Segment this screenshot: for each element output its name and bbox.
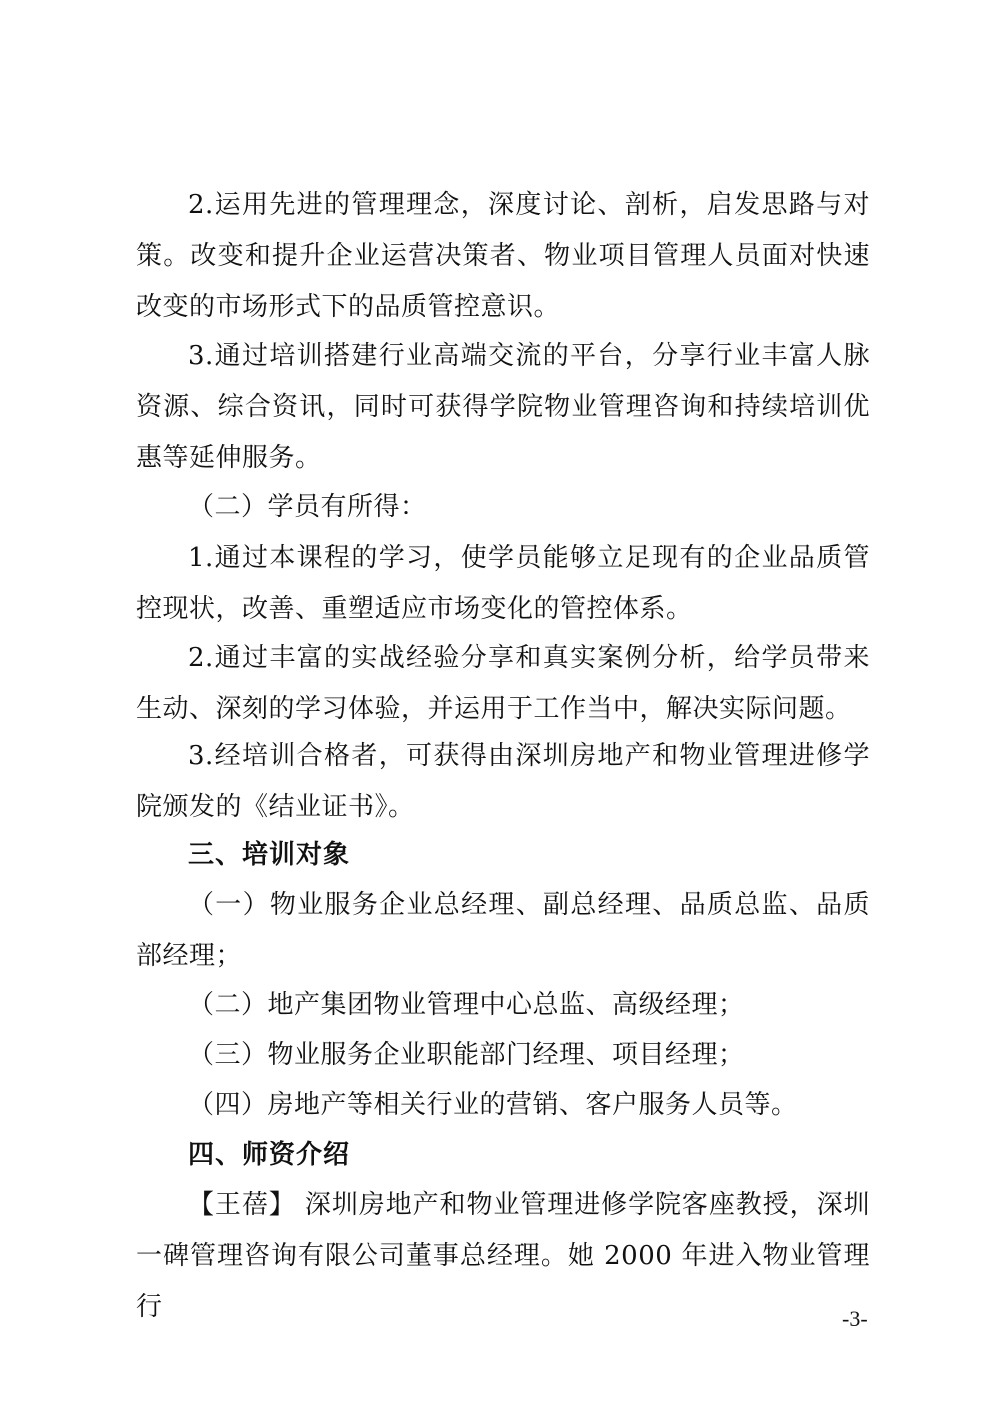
paragraph-target-3: （三）物业服务企业职能部门经理、项目经理； (188, 1040, 745, 1070)
paragraph-exchange-platform: 3.通过培训搭建行业高端交流的平台，分享行业丰富人脉资源、综合资讯，同时可获得学院物业管理咨询和持续培训优惠等延伸服务。 (136, 341, 870, 473)
paragraph-target-4: （四）房地产等相关行业的营销、客户服务人员等。 (188, 1090, 798, 1120)
paragraph-gain-3: 3.经培训合格者，可获得由深圳房地产和物业管理进修学院颁发的《结业证书》。 (136, 741, 870, 822)
section-heading-faculty: 四、师资介绍 (188, 1140, 351, 1170)
paragraph-gain-2: 2.通过丰富的实战经验分享和真实案例分析，给学员带来生动、深刻的学习体验，并运用于工作当中，解决实际问题。 (136, 643, 870, 724)
paragraph-management-concept: 2.运用先进的管理理念，深度讨论、剖析，启发思路与对策。改变和提升企业运营决策者、物业项目管理人员面对快速改变的市场形式下的品质管控意识。 (136, 190, 870, 322)
paragraph-faculty-wang-bei: 【王蓓】 深圳房地产和物业管理进修学院客座教授，深圳一碑管理咨询有限公司董事总经理。她 2000 年进入物业管理行 (136, 1190, 870, 1322)
paragraph-target-1: （一）物业服务企业总经理、副总经理、品质总监、品质部经理； (136, 890, 870, 971)
page-number: -3- (842, 1306, 868, 1331)
paragraph-student-gains-title: （二）学员有所得： (188, 492, 427, 522)
paragraph-gain-1: 1.通过本课程的学习，使学员能够立足现有的企业品质管控现状，改善、重塑适应市场变化的管控体系。 (136, 543, 870, 624)
section-heading-training-target: 三、培训对象 (188, 840, 351, 870)
paragraph-target-2: （二）地产集团物业管理中心总监、高级经理； (188, 990, 745, 1020)
